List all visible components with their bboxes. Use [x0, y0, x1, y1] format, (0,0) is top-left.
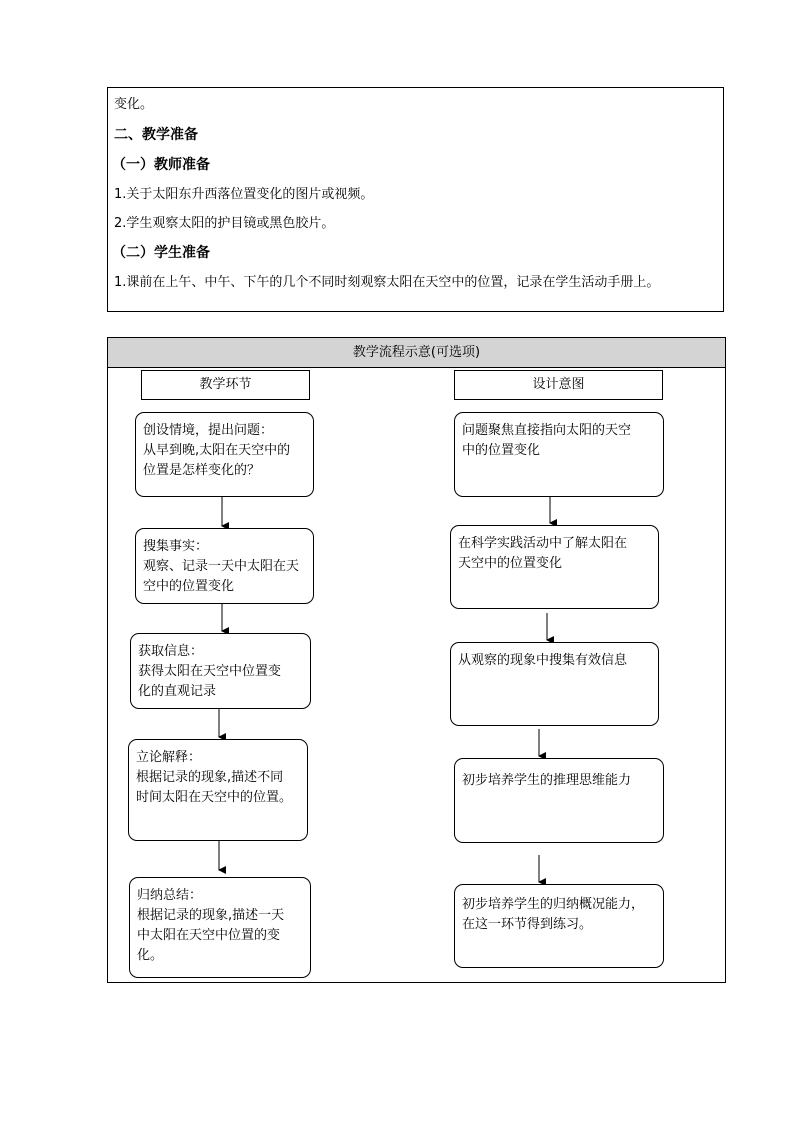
left-step-4-line-3: 时间太阳在天空中的位置。: [136, 790, 293, 805]
student-prep-item-1: 1.课前在上午、中午、下午的几个不同时刻观察太阳在天空中的位置，记录在学生活动手册上。: [114, 275, 660, 290]
left-step-5-line-3: 中太阳在天空中位置的变: [137, 928, 281, 943]
left-step-3-line-3: 化的直观记录: [138, 684, 217, 699]
left-step-3: [130, 633, 311, 709]
right-intent-1: [454, 412, 664, 497]
left-step-2-line-2: 观察、记录一天中太阳在天: [143, 559, 300, 574]
left-step-3-line-2: 获得太阳在天空中位置变: [138, 664, 282, 679]
right-column-header: 设计意图: [454, 370, 663, 400]
right-intent-4: [454, 758, 664, 843]
left-step-5-line-1: 归纳总结：: [137, 888, 203, 903]
left-step-5: [129, 877, 311, 978]
continued-text: 变化。: [114, 97, 154, 112]
right-intent-1-line-2: 中的位置变化: [462, 443, 541, 458]
right-intent-1-line-1: 问题聚焦直接指向太阳的天空: [462, 423, 632, 438]
left-step-1-line-3: 位置是怎样变化的？: [143, 463, 261, 478]
left-step-4-line-1: 立论解释：: [136, 750, 202, 765]
right-intent-5-line-2: 在这一环节得到练习。: [462, 917, 593, 932]
right-intent-3-line-1: 从观察的现象中搜集有效信息: [458, 653, 628, 668]
left-column-header: 教学环节: [141, 370, 310, 400]
left-step-2-line-1: 搜集事实：: [143, 539, 209, 554]
right-intent-4-line-1: 初步培养学生的推理思维能力: [462, 773, 632, 788]
right-intent-2: [450, 525, 659, 609]
section-heading: 二、教学准备: [114, 127, 198, 143]
right-intent-3: [450, 642, 659, 726]
left-step-1-line-1: 创设情境，提出问题：: [143, 423, 274, 438]
right-intent-2-line-2: 天空中的位置变化: [458, 556, 563, 571]
left-step-1-line-2: 从早到晚,太阳在天空中的: [143, 443, 291, 458]
flow-title: 教学流程示意(可选项): [108, 338, 725, 368]
student-prep-heading: （二）学生准备: [112, 245, 210, 261]
right-intent-5: [454, 884, 664, 968]
teacher-prep-item-1: 1.关于太阳东升西落位置变化的图片或视频。: [114, 187, 374, 202]
left-step-2: [135, 528, 314, 604]
left-step-5-line-4: 化。: [137, 948, 164, 963]
left-step-5-line-2: 根据记录的现象,描述一天: [137, 908, 285, 923]
teacher-prep-heading: （一）教师准备: [112, 157, 210, 173]
left-step-4-line-2: 根据记录的现象,描述不同: [136, 770, 284, 785]
teacher-prep-item-2: 2.学生观察太阳的护目镜或黑色胶片。: [114, 216, 335, 231]
left-step-1: [135, 412, 314, 497]
right-intent-5-line-1: 初步培养学生的归纳概况能力，: [462, 897, 645, 912]
left-step-2-line-3: 空中的位置变化: [143, 579, 235, 594]
teaching-preparation-box: [107, 87, 724, 312]
right-intent-2-line-1: 在科学实践活动中了解太阳在: [458, 536, 628, 551]
left-step-3-line-1: 获取信息：: [138, 644, 204, 659]
teaching-flow-box: [107, 337, 726, 983]
left-step-4: [128, 739, 308, 841]
